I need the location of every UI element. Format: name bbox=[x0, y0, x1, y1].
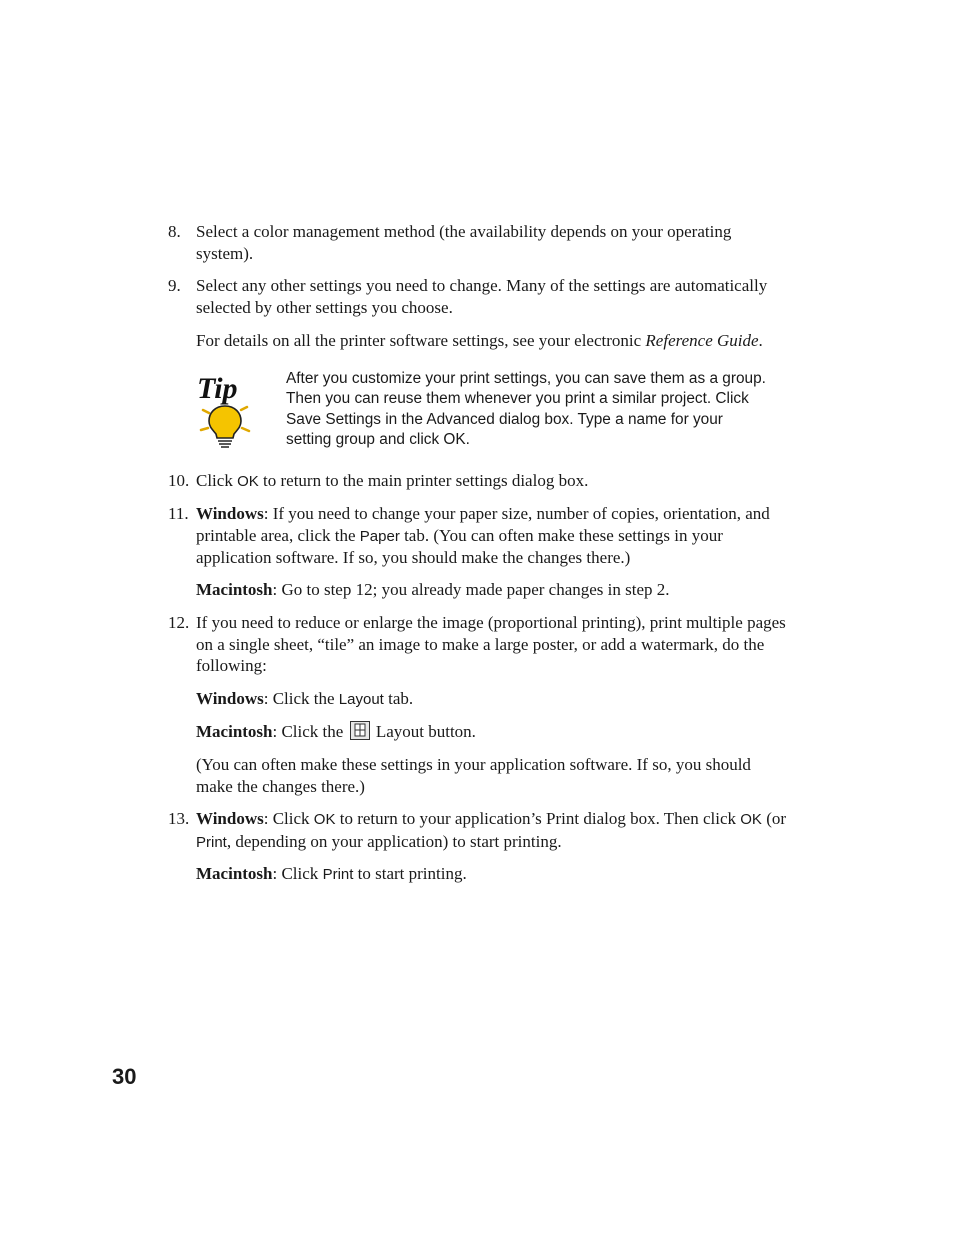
text-segment: to return to the main printer settings dialog box. bbox=[258, 471, 589, 490]
step-text: If you need to reduce or enlarge the image (proportional printing), print multiple pages on a single sheet, “tile” an image to make a large poster, or add a watermark, do the following: bbox=[196, 613, 786, 675]
step-text: Select a color management method (the availability depends on your operating system). bbox=[196, 222, 732, 263]
details-text: For details on all the printer software settings, see your electronic bbox=[196, 331, 646, 350]
step-12-macintosh bbox=[196, 721, 788, 743]
text-segment: to return to your application’s Print dialog box. Then click bbox=[335, 809, 741, 828]
text-segment: : Click the bbox=[263, 689, 339, 708]
step-8 bbox=[168, 221, 788, 264]
text-segment: tab. (You can often make these settings in your application software. If so, you should make the changes there.) bbox=[196, 525, 723, 567]
step-number: 10. bbox=[168, 471, 190, 490]
text-segment: to start printing. bbox=[353, 864, 467, 883]
ok-label: OK bbox=[740, 811, 762, 828]
step-10 bbox=[168, 470, 788, 493]
text-segment: Layout button. bbox=[371, 722, 476, 741]
text-segment: : Click the bbox=[272, 722, 348, 741]
step-number: 8. bbox=[168, 222, 181, 241]
step-12-note: (You can often make these settings in your application software. If so, you should make the changes there.) bbox=[196, 755, 751, 796]
macintosh-label: Macintosh bbox=[196, 580, 273, 599]
step-13-macintosh bbox=[196, 863, 788, 886]
text-segment: : Click bbox=[263, 809, 314, 828]
tip-text: After you customize your print settings, you can save them as a group. Then you can reuse them whenever you print a similar project. Click Save Settings in the Advanced dialog box. Type a name for your setting group and click OK. bbox=[286, 370, 766, 449]
print-label: Print bbox=[196, 833, 227, 851]
macintosh-label: Macintosh bbox=[196, 864, 273, 883]
text-segment: (or bbox=[761, 809, 787, 828]
ok-label: OK bbox=[237, 473, 259, 490]
details-end: . bbox=[758, 331, 763, 350]
step-13 bbox=[168, 808, 788, 853]
reference-guide-title: Reference Guide bbox=[645, 331, 759, 350]
page-number: 30 bbox=[112, 1064, 137, 1089]
step-12-windows bbox=[196, 688, 788, 711]
details-paragraph bbox=[196, 330, 788, 352]
text-segment: : If you need to change your paper size, number of copies, orientation, and printable area, click the bbox=[196, 504, 770, 545]
ok-label: OK bbox=[313, 811, 336, 828]
windows-label: Windows bbox=[196, 504, 264, 523]
step-text: Select any other settings you need to change. Many of the settings are automatically selected by other settings you choose. bbox=[196, 276, 768, 317]
layout-tab-label: Layout bbox=[338, 691, 384, 708]
step-11-macintosh bbox=[196, 579, 788, 601]
step-11 bbox=[168, 503, 788, 569]
paper-tab-label: Paper bbox=[359, 527, 400, 545]
text-segment: Click bbox=[196, 471, 238, 490]
windows-label: Windows bbox=[196, 809, 264, 828]
step-text bbox=[196, 503, 788, 569]
text-segment: tab. bbox=[383, 689, 414, 708]
step-text bbox=[196, 808, 788, 853]
text-segment: , depending on your application) to start printing. bbox=[226, 831, 562, 851]
macintosh-label: Macintosh bbox=[196, 722, 273, 741]
windows-label: Windows bbox=[196, 689, 264, 708]
tip-label: Tip bbox=[197, 372, 238, 405]
lightbulb-icon bbox=[195, 370, 255, 448]
step-text bbox=[196, 470, 788, 493]
text-segment: : Go to step 12; you already made paper changes in step 2. bbox=[272, 580, 670, 599]
layout-button-icon bbox=[350, 721, 370, 740]
step-number: 11. bbox=[168, 504, 189, 523]
step-9 bbox=[168, 275, 788, 318]
step-number: 9. bbox=[168, 276, 181, 295]
step-12 bbox=[168, 612, 788, 677]
text-segment: : Click bbox=[272, 864, 323, 883]
step-number: 12. bbox=[168, 613, 190, 632]
print-label: Print bbox=[322, 866, 354, 883]
step-number: 13. bbox=[168, 809, 190, 828]
